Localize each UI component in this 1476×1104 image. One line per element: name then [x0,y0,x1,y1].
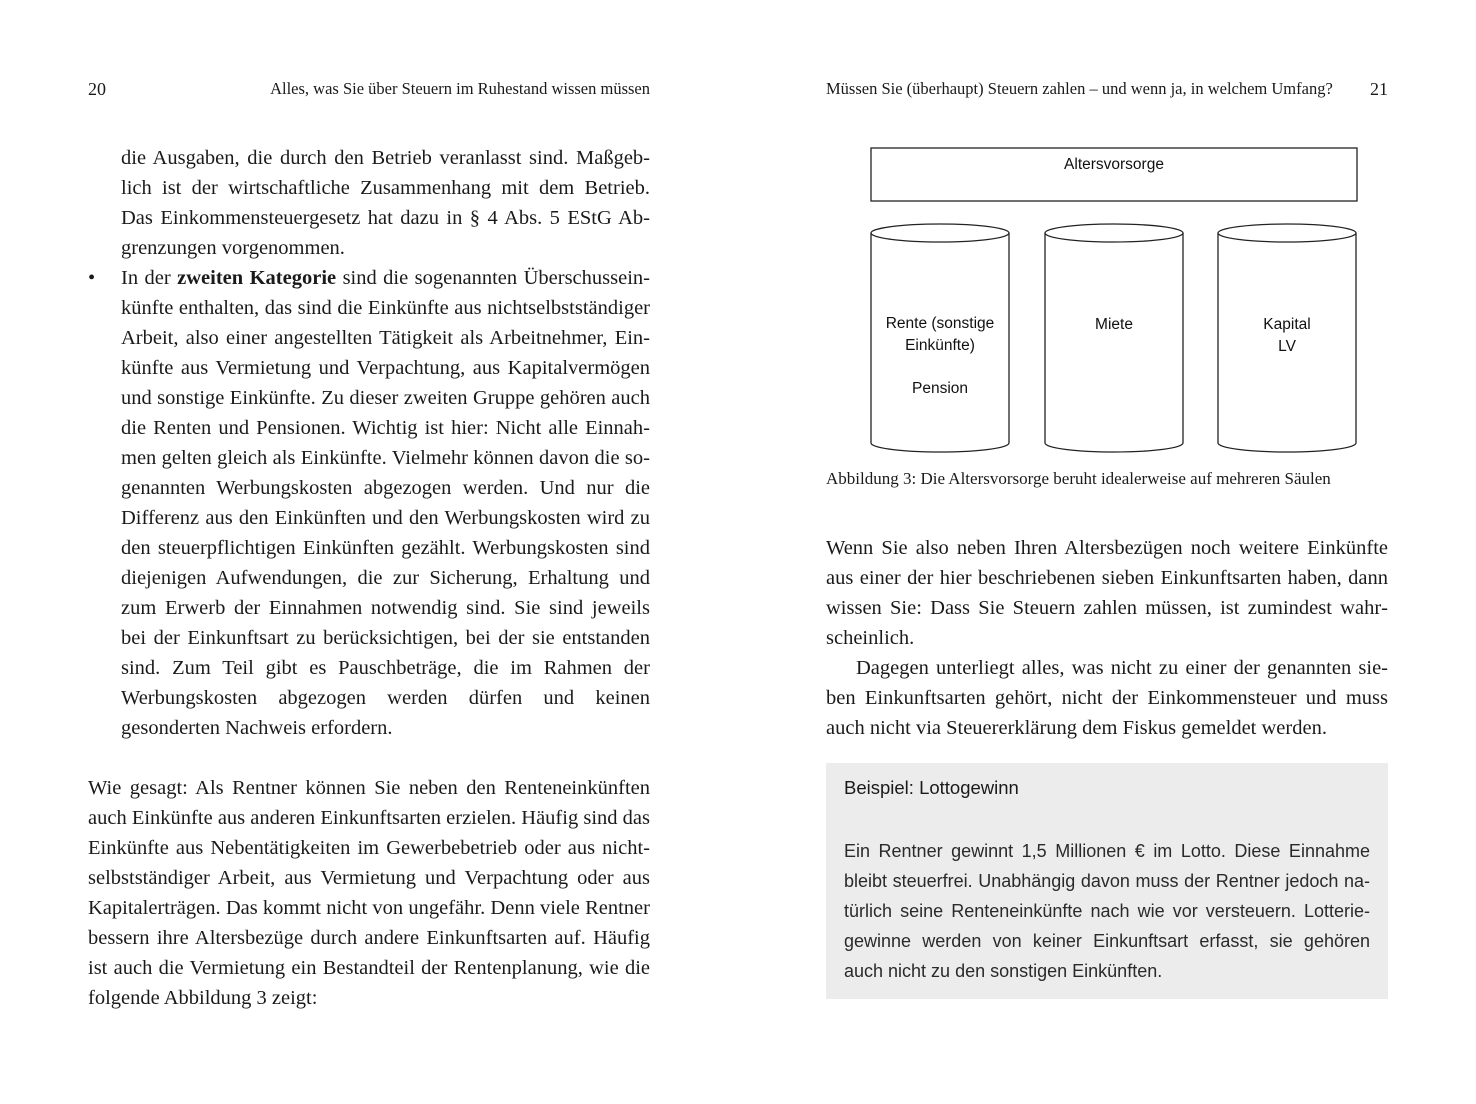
right-text-block [826,533,1388,743]
continuation-block [88,143,650,263]
diagram-roof-label: Altersvorsorge [1064,156,1164,173]
example-box [826,763,1388,999]
diagram-shapes [868,145,1360,457]
closing-paragraph: Wie gesagt: Als Rentner können Sie neben den Renteneinkünften auch Einkünfte aus anderen Einkunftsarten erzielen. Häufig sind das Einkünfte aus Nebentätigkeiten im Gewerbebetrieb oder aus nichtselbstständiger Arbeit, aus Vermietung und Verpachtung oder aus Kapitalerträgen. Das kommt nicht von ungefähr. Denn viele Rentner bessern ihre Altersbezüge durch andere Einkunftsarten auf. Häufig ist auch die Vermietung ein Bestandteil der Rentenplanung, wie die folgende Abbildung 3 zeigt: [88,777,650,1009]
pillar-1-line-3: Pension [911,380,968,397]
bullet-marker: • [88,267,96,289]
pillar-2-label [1045,314,1183,336]
pillar-1-label [871,313,1009,400]
pillar-2-line-1: Miete [1095,316,1133,333]
bullet-paragraph [121,263,650,743]
pillar-1-line-2: Einkünfte) [905,337,975,354]
example-title: Beispiel: Lottogewinn [844,777,1019,798]
pillar-1-line-1: Rente (sonstige [885,315,995,332]
paragraph-2: Dagegen unterliegt alles, was nicht zu einer der genannten sieben Einkunftsarten gehört, nicht der Einkommensteuer und muss auch nicht via Steuererklärung dem Fiskus gemeldet werden. [826,657,1388,739]
bullet-text: sind die sogenannten Überschusseinkünfte enthalten, das sind die Einkünfte aus nichtselbstständiger Arbeit, also einer angestellten Tätigkeit als Arbeitnehmer, Einkünfte aus Vermietung und Verpachtung, aus Kapitalvermögen und sonstige Einkünfte. Zu dieser zweiten Gruppe gehören auch die Renten und Pensionen. Wichtig ist hier: Nicht alle Einnahmen gelten gleich als Einkünfte. Vielmehr können davon die sogenannten Werbungskosten abgezogen werden. Und nur die Differenz aus den Einkünften und den Werbungskosten wird zu den steuerpflichtigen Einkünften gezählt. Werbungskosten sind diejenigen Aufwendungen, die zur Sicherung, Erhaltung und zum Erwerb der Einnahmen notwendig sind. Sie sind jeweils bei der Einkunftsart zu berücksichtigen, bei der sie entstanden sind. Zum Teil gibt es Pauschbeträge, die im Rahmen der Werbungskosten abgezogen werden dürfen und keinen gesonderten Nachweis erfordern. [121,267,650,739]
pillar-3-label [1218,314,1356,358]
pillar-diagram [868,145,1360,457]
running-head: Müssen Sie (überhaupt) Steuern zahlen – und wenn ja, in welchem Umfang? [826,79,1333,98]
page-number: 20 [88,79,106,99]
left-text-block [88,143,650,1013]
continuation-paragraph: die Ausgaben, die durch den Betrieb veranlasst sind. Maßgeblich ist der wirtschaftliche Zusammenhang mit dem Betrieb. Das Einkommensteuergesetz hat dazu in § 4 Abs. 5 EStG Abgrenzungen vorgenommen. [121,147,650,259]
page-number: 21 [1370,79,1388,99]
pillar-3-line-2: LV [1278,338,1296,355]
bullet-item [88,263,650,743]
right-page [738,0,1476,1104]
bullet-emphasis: zweiten Kategorie [177,267,337,289]
diagram-pillar-2 [1045,224,1183,452]
example-text: Ein Rentner gewinnt 1,5 Millionen € im Lotto. Diese Einnahme bleibt steuerfrei. Unabhängig davon muss der Rentner jedoch natürlich seine Renteneinkünfte nach wie vor versteuern. Lotteriegewinne werden von keiner Einkunftsart erfasst, sie gehören auch nicht zu den sonstigen Einkünften. [844,841,1370,981]
paragraph-gap [88,743,650,773]
running-head: Alles, was Sie über Steuern im Ruhestand wissen müssen [270,79,650,98]
paragraph-1: Wenn Sie also neben Ihren Altersbezügen noch weitere Einkünfte aus einer der hier beschriebenen sieben Einkunftsarten haben, dann wissen Sie: Dass Sie Steuern zahlen müssen, ist zumindest wahrscheinlich. [826,537,1388,649]
bullet-lead: In der [121,267,178,289]
pillar-3-line-1: Kapital [1263,316,1311,333]
figure-caption: Abbildung 3: Die Altersvorsorge beruht idealerweise auf mehreren Säulen [826,469,1331,488]
